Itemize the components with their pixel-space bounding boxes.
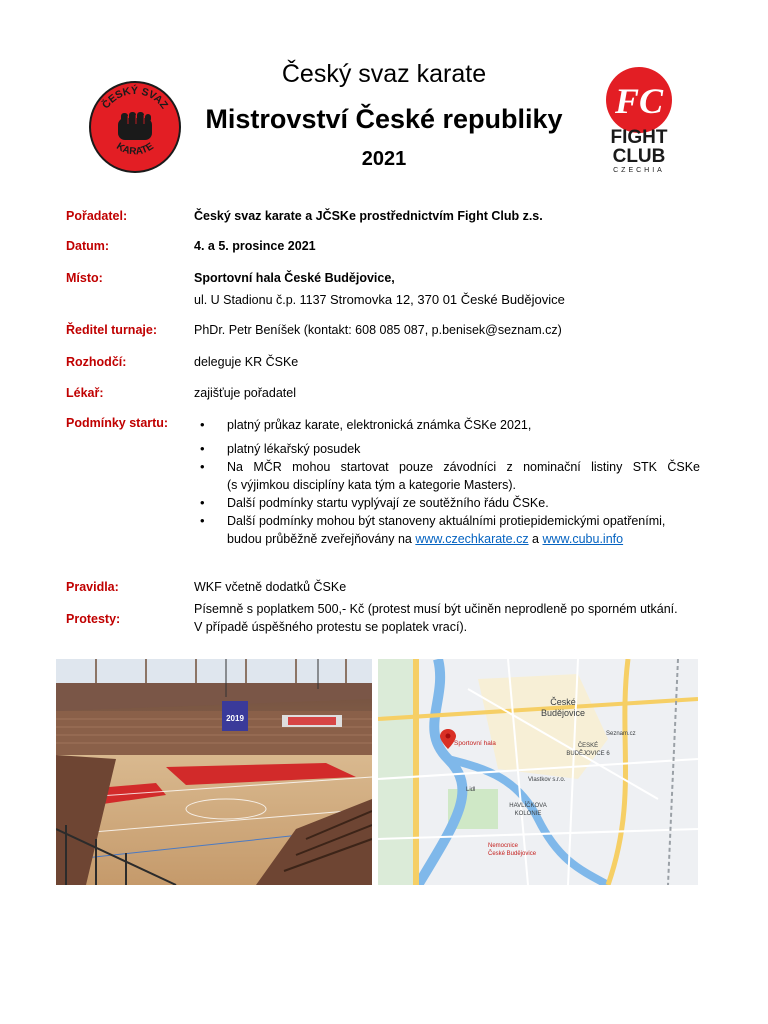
map-district-label-2: BUDĚJOVICE 6 bbox=[566, 751, 610, 757]
map-district-label-1: ČESKÉ bbox=[577, 743, 599, 749]
logo-top-text: ČESKÝ SVAZ bbox=[99, 84, 171, 112]
date-value: 4. a 5. prosince 2021 bbox=[194, 239, 316, 253]
czechia-text: CZECHIA bbox=[613, 167, 665, 174]
venue-address-city: Stromovka 12, 370 01 České Budějovice bbox=[329, 292, 565, 307]
fist-icon bbox=[118, 112, 152, 140]
director-value: PhDr. Petr Beníšek (kontakt: 608 085 087, p.benisek@seznam.cz) bbox=[194, 323, 562, 337]
list-item-text: budou průběžně zveřejňovány na bbox=[227, 532, 416, 546]
list-item-text: platný lékařský posudek bbox=[227, 442, 361, 456]
cubu-link[interactable]: www.cubu.info bbox=[542, 532, 624, 546]
map-shop-label: Vlastkov s.r.o. bbox=[528, 777, 566, 783]
doctor-label: Lékař: bbox=[66, 386, 104, 400]
event-year: 2021 bbox=[361, 148, 407, 170]
czech-karate-logo bbox=[88, 80, 182, 174]
list-item-text: (s výjimkou disciplíny kata tým a kategorie Masters). bbox=[227, 478, 516, 492]
map-hospital-label-2: České Budějovice bbox=[488, 851, 537, 857]
list-item bbox=[200, 440, 700, 458]
club-text: CLUB bbox=[612, 146, 666, 167]
protests-line1: Písemně s poplatkem 500,- Kč (protest musí být učiněn neprodleně po sporném utkání. bbox=[194, 602, 678, 616]
list-item bbox=[200, 416, 700, 434]
list-item-text: • Další podmínky mohou být stanoveny aktuálními protiepidemickými opatřeními, bbox=[227, 514, 666, 528]
list-item-text: platný průkaz karate, elektronická známka ČSKe 2021, bbox=[227, 418, 532, 432]
map-colony-label-2: KOLONIE bbox=[514, 811, 542, 817]
organizer-value: Český svaz karate a JČSKe prostřednictvím Fight Club z.s. bbox=[194, 209, 543, 223]
organizer-label: Pořadatel: bbox=[66, 209, 128, 223]
doctor-value: zajišťuje pořadatel bbox=[194, 386, 296, 400]
map-hospital-label-1: Nemocnice bbox=[488, 843, 519, 849]
conjunction-text: a bbox=[528, 532, 543, 546]
event-title: Mistrovství České republiky bbox=[205, 104, 563, 134]
map-town-label-1: České bbox=[550, 697, 576, 707]
list-item bbox=[200, 458, 700, 494]
referees-value: deleguje KR ČSKe bbox=[194, 355, 299, 369]
protests-label: Protesty: bbox=[66, 612, 121, 626]
map-pin-label: Sportovní hala bbox=[454, 740, 496, 747]
hall-banner-text: 2019 bbox=[226, 714, 244, 723]
venue-address-street: ul. U Stadionu č.p. 1137 bbox=[194, 293, 330, 307]
list-item bbox=[200, 494, 700, 512]
fight-club-logo bbox=[594, 66, 684, 174]
location-map[interactable] bbox=[378, 659, 698, 885]
referees-label: Rozhodčí: bbox=[66, 355, 127, 369]
protests-line2: V případě úspěšného protestu se poplatek vrací). bbox=[194, 620, 468, 634]
fc-mark: FC bbox=[614, 81, 664, 121]
date-label: Datum: bbox=[66, 239, 110, 253]
org-title: Český svaz karate bbox=[281, 60, 487, 88]
list-item-text: Další podmínky startu vyplývají ze soutěžního řádu ČSKe. bbox=[227, 496, 549, 510]
list-item-text: • Na MČR mohou startovat pouze závodníci z nominační listiny STK ČSKe bbox=[227, 460, 700, 474]
logo-bottom-text: KARATE bbox=[114, 140, 156, 158]
map-colony-label-1: HAVLÍČKOVA bbox=[509, 803, 547, 809]
map-lidl-label: Lidl bbox=[466, 787, 476, 793]
rules-value: WKF včetně dodatků ČSKe bbox=[194, 580, 347, 594]
list-item bbox=[200, 512, 700, 548]
venue-value: Sportovní hala České Budějovice, bbox=[194, 271, 395, 285]
conditions-list bbox=[200, 416, 700, 548]
map-seznam-label: Seznam.cz bbox=[606, 731, 636, 737]
list-item-links-line bbox=[227, 530, 700, 548]
venue-address bbox=[194, 292, 565, 307]
czechkarate-link[interactable]: www.czechkarate.cz bbox=[415, 532, 529, 546]
rules-label: Pravidla: bbox=[66, 580, 119, 594]
map-town-label-2: Budějovice bbox=[540, 708, 586, 718]
director-label: Ředitel turnaje: bbox=[66, 323, 157, 337]
sports-hall-photo bbox=[56, 659, 372, 885]
conditions-label: Podmínky startu: bbox=[66, 416, 169, 430]
venue-label: Místo: bbox=[66, 271, 103, 285]
fight-text: FIGHT bbox=[610, 127, 668, 148]
